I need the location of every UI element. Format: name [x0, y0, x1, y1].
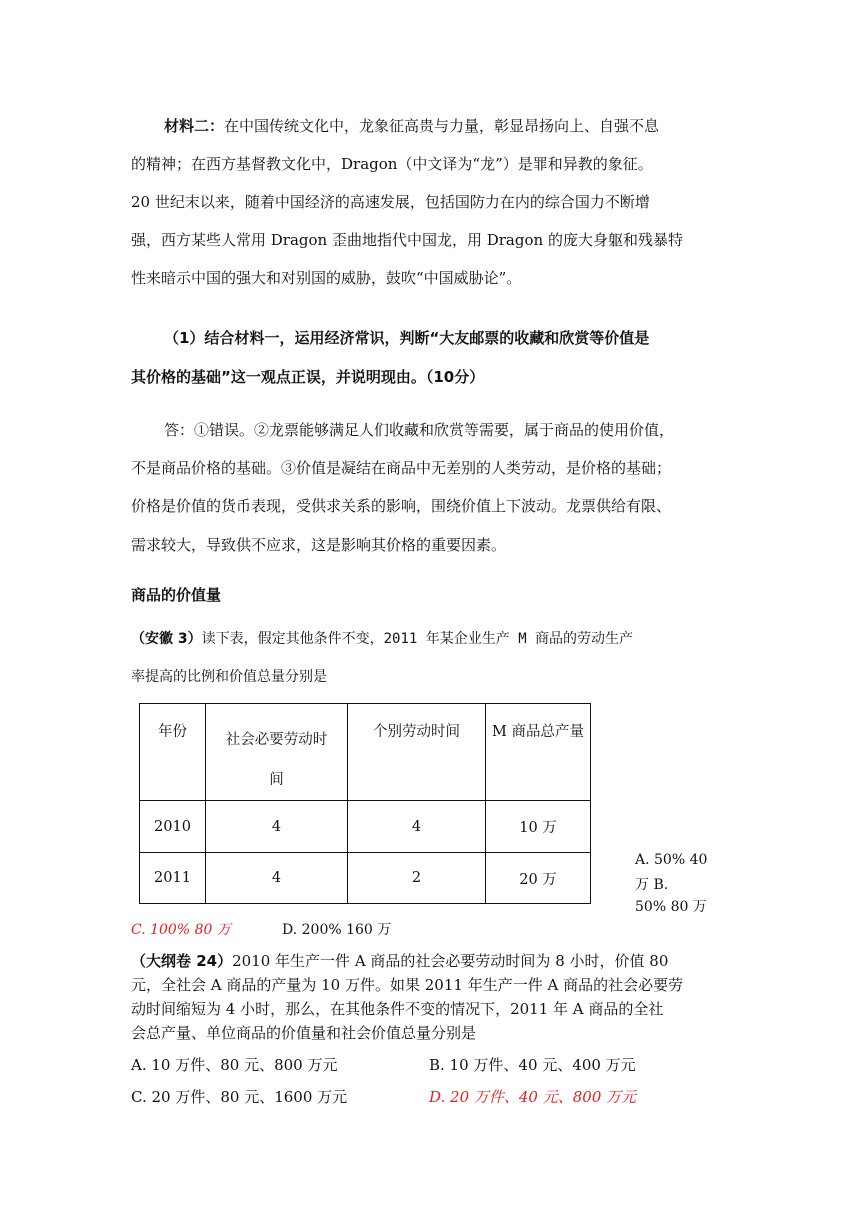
material2-line-1: 在中国传统文化中，龙象征高贵与力量，彰显昂扬向上、自强不息	[224, 117, 660, 135]
table-cell: 4	[348, 801, 486, 853]
table-header-cell: M 商品总产量	[486, 704, 591, 801]
question-dagang-line-4: 会总产量、单位商品的价值量和社会价值总量分别是	[131, 1024, 477, 1042]
question-dagang-line-1: 2010 年生产一件 A 商品的社会必要劳动时间为 8 小时，价值 80	[232, 952, 669, 970]
table-cell: 20 万	[486, 853, 591, 904]
table-cell: 2011	[140, 853, 206, 904]
table-row	[140, 801, 591, 853]
option-c-dagang: C. 20 万件、80 元、1600 万元	[131, 1088, 348, 1106]
material2-line-2: 的精神；在西方基督教文化中，Dragon（中文译为“龙”）是罪和异教的象征。	[131, 155, 653, 173]
table-header-cell: 年份	[140, 704, 206, 801]
material2-label: 材料二：	[164, 117, 225, 135]
question-1-line-2: 其价格的基础”这一观点正误，并说明现由。（10分）	[131, 368, 485, 386]
table-cell: 4	[206, 801, 348, 853]
answer-line-4: 需求较大，导致供不应求，这是影响其价格的重要因素。	[131, 536, 507, 554]
question-dagang-line-2: 元，全社会 A 商品的产量为 10 万件。如果 2011 年生产一件 A 商品的社会必要劳	[131, 976, 684, 994]
table-header-row	[140, 704, 591, 801]
answer-line-2: 不是商品价格的基础。③价值是凝结在商品中无差别的人类劳动，是价格的基础；	[131, 459, 672, 477]
material2-line-4: 强，西方某些人常用 Dragon 歪曲地指代中国龙，用 Dragon 的庞大身躯和残暴特	[131, 231, 683, 249]
table-cell: 10 万	[486, 801, 591, 853]
option-c-anhui-answer: C. 100% 80 万	[131, 922, 231, 938]
question-anhui-line-1: 读下表，假定其他条件不变，2011 年某企业生产 M 商品的劳动生产	[201, 631, 634, 647]
question-anhui-line-2: 率提高的比例和价值总量分别是	[131, 669, 327, 685]
answer-line-1: 答：①错误。②龙票能够满足人们收藏和欣赏等需要，属于商品的使用价值，	[164, 421, 675, 439]
question-1-line-1: （1）结合材料一，运用经济常识，判断“大友邮票的收藏和欣赏等价值是	[164, 329, 650, 347]
question-dagang-tag: （大纲卷 24）	[131, 952, 233, 970]
option-b-anhui: 50% 80 万	[635, 899, 707, 915]
question-anhui-tag: （安徽 3）	[131, 631, 202, 647]
question-dagang-line-3: 动时间缩短为 4 小时，那么，在其他条件不变的情况下，2011 年 A 商品的全社	[131, 1000, 664, 1018]
table-cell: 2010	[140, 801, 206, 853]
table-header-cell: 个别劳动时间	[348, 704, 486, 801]
option-a-dagang: A. 10 万件、80 元、800 万元	[131, 1056, 338, 1074]
table-cell: 4	[206, 853, 348, 904]
option-a-anhui-line-2: 万 B.	[635, 877, 669, 893]
material2-line-5: 性来暗示中国的强大和对别国的威胁，鼓吹“中国威胁论”。	[131, 269, 522, 287]
option-a-anhui-line-1: A. 50% 40	[635, 852, 708, 868]
option-d-dagang-answer: D. 20 万件、40 元、800 万元	[429, 1088, 637, 1106]
option-d-anhui: D. 200% 160 万	[282, 922, 392, 938]
option-b-dagang: B. 10 万件、40 元、400 万元	[429, 1056, 636, 1074]
data-table	[139, 703, 591, 904]
table-cell: 2	[348, 853, 486, 904]
answer-line-3: 价格是价值的货币表现，受供求关系的影响，围绕价值上下波动。龙票供给有限、	[131, 497, 672, 515]
material2-line-3: 20 世纪末以来，随着中国经济的高速发展，包括国防力在内的综合国力不断增	[131, 193, 650, 211]
table-header-cell: 社会必要劳动时 间	[206, 704, 348, 801]
section-title: 商品的价值量	[131, 586, 222, 604]
table-row	[140, 853, 591, 904]
